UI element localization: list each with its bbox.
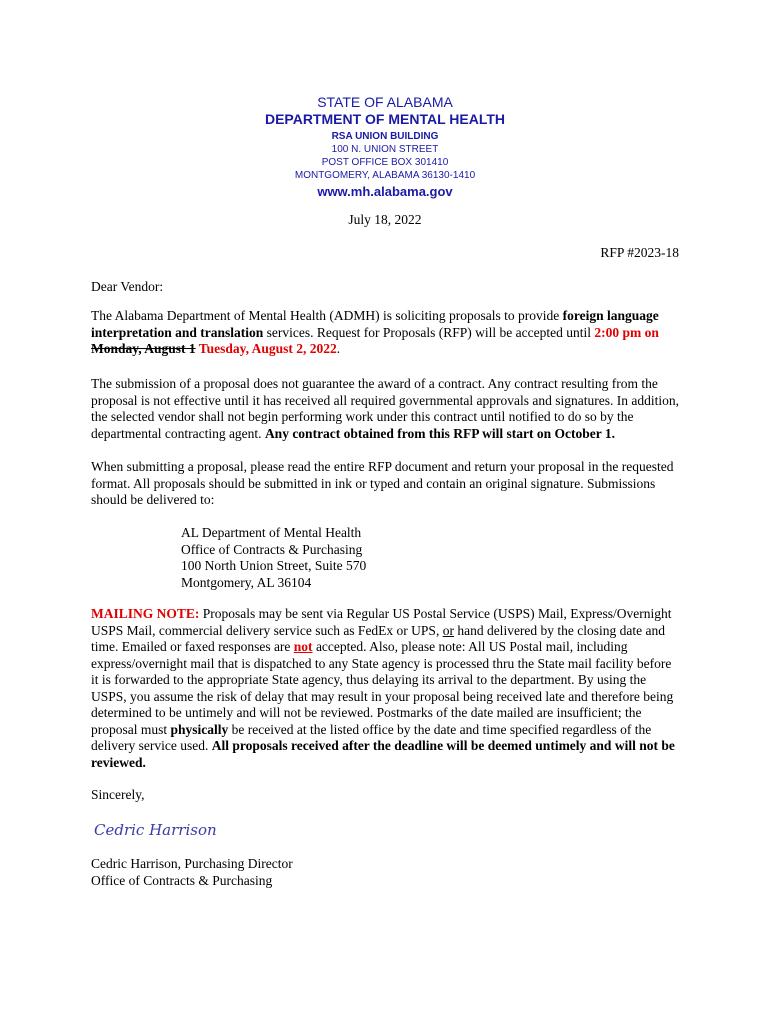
state-name: STATE OF ALABAMA xyxy=(317,94,453,110)
city-state-zip: MONTGOMERY, ALABAMA 36130-1410 xyxy=(294,170,476,181)
service-name: foreign language interpretation and translation xyxy=(91,308,659,340)
signer-office: Office of Contracts & Purchasing xyxy=(91,872,273,888)
paragraph-mailing-note xyxy=(91,606,681,771)
address-line-2: Office of Contracts & Purchasing xyxy=(181,541,363,557)
handwritten-signature xyxy=(92,818,217,847)
delivery-address xyxy=(181,525,366,591)
struck-deadline-date: Monday, August 1 xyxy=(91,341,196,356)
paragraph-contract-terms xyxy=(91,376,681,442)
mailing-note-label: MAILING NOTE: xyxy=(91,606,200,621)
physically-emphasis: physically xyxy=(170,721,229,737)
paragraph-solicitation xyxy=(91,308,681,358)
para4-text-2: hand delivered by the closing date and time. Emailed or faxed responses are xyxy=(91,622,666,654)
para1-text-2: services. Request for Proposals (RFP) will be accepted until xyxy=(263,324,595,340)
para4-text-1: Proposals may be sent via Regular US Postal Service (USPS) Mail, Express/Overnight USPS Mail, commercial delivery service such as FedEx or UPS, xyxy=(91,606,672,638)
rfp-number: RFP #2023-18 xyxy=(600,245,679,260)
deadline-warning: All proposals received after the deadline will be deemed untimely and will not be reviewed. xyxy=(91,738,675,770)
address-line-3: 100 North Union Street, Suite 570 xyxy=(181,558,367,573)
closing: Sincerely, xyxy=(91,787,145,802)
street-address: 100 N. UNION STREET xyxy=(331,144,439,155)
not-emphasis: not xyxy=(293,639,313,654)
or-underlined: or xyxy=(442,622,454,638)
address-line-4: Montgomery, AL 36104 xyxy=(181,574,312,590)
para4-text-3: accepted. Also, please note: All US Postal mail, including express/overnight mail that is dispatched to any State agency is processed thru the State mail facility before it is forwarded to the appropriate State agency, thus delaying its arrival to the department. By using the USPS, you assume the risk of delay that may result in your proposal being received late and therefore being determined to be untimely and will not be reviewed. Postmarks of the date mailed are insufficient; the proposal must xyxy=(91,639,674,737)
website-link[interactable]: www.mh.alabama.gov xyxy=(317,184,453,199)
para2-text: The submission of a proposal does not guarantee the award of a contract. Any contract resulting from the proposal is not effective until it has received all required governmental approvals and signatures. In addition, the selected vendor shall not begin performing work under this contract until notified to do so by the departmental contracting agent. xyxy=(91,376,679,441)
letterhead xyxy=(0,94,770,200)
para4-text-4: be received at the listed office by the date and time specified regardless of the delivery service used. xyxy=(91,721,652,753)
salutation: Dear Vendor: xyxy=(91,279,164,294)
deadline-time: 2:00 pm on xyxy=(594,324,659,340)
signature-script: Cedric Harrison xyxy=(94,821,217,839)
paragraph-submission: When submitting a proposal, please read the entire RFP document and return your proposal in the requested format. All proposals should be submitted in ink or typed and contain an original signature. Submissions should be delivered to: xyxy=(91,459,674,507)
para1-text-1: The Alabama Department of Mental Health (ADMH) is soliciting proposals to provide xyxy=(91,308,563,323)
para1-text-3: . xyxy=(336,341,341,356)
address-line-1: AL Department of Mental Health xyxy=(181,525,362,540)
department-name: DEPARTMENT OF MENTAL HEALTH xyxy=(264,111,506,127)
signature-graphic xyxy=(92,818,217,842)
letter-date: July 18, 2022 xyxy=(348,212,422,227)
contract-start-notice: Any contract obtained from this RFP will start on October 1. xyxy=(264,425,616,441)
signer-name-title: Cedric Harrison, Purchasing Director xyxy=(91,856,293,871)
deadline-date: Tuesday, August 2, 2022 xyxy=(195,341,337,356)
signer-block xyxy=(91,856,293,889)
po-box: POST OFFICE BOX 301410 xyxy=(321,157,449,168)
building-name: RSA UNION BUILDING xyxy=(331,131,439,142)
